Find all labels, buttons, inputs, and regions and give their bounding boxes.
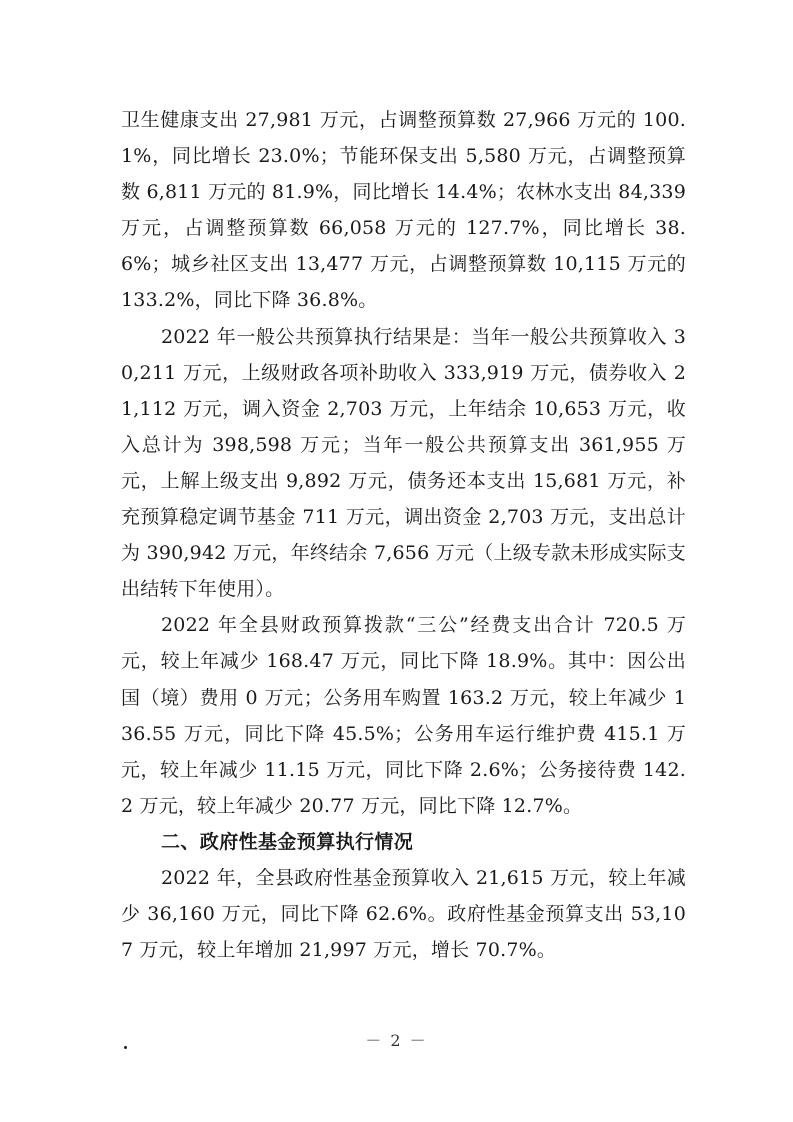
page-number: － 2 － (365, 1031, 428, 1050)
paragraph-general-budget-result: 2022 年一般公共预算执行结果是：当年一般公共预算收入 30,211 万元，上级财政各项补助收入 333,919 万元，债券收入 21,112 万元，调入资金 2,703 万元，上年结余 10,653 万元，收入总计为 398,598 万元；当年一般公共预算支出 361,955 万元，上解上级支出 9,892 万元，债务还本支出 15,681 万元，补充预算稳定调节基金 711 万元，调出资金 2,703 万元，支出总计为 390,942 万元，年终结余 7,656 万元（上级专款未形成实际支出结转下年使用）。 (121, 325, 686, 601)
section-heading-government-fund: 二、政府性基金预算执行情况 (161, 830, 414, 853)
page-content (121, 102, 686, 968)
paragraph-health-agri-expenditure: 卫生健康支出 27,981 万元，占调整预算数 27,966 万元的 100.1%，同比增长 23.0%；节能环保支出 5,580 万元，占调整预算数 6,811 万元的 81.9%，同比增长 14.4%；农林水支出 84,339 万元，占调整预算数 66,058 万元的 127.7%，同比增长 38.6%；城乡社区支出 13,477 万元，占调整预算数 10,115 万元的 133.2%，同比下降 36.8%。 (121, 109, 686, 312)
paragraph-three-public-expenses: 2022 年全县财政预算拨款“三公”经费支出合计 720.5 万元，较上年减少 168.47 万元，同比下降 18.9%。其中：因公出国（境）费用 0 万元；公务用车购置 163.2 万元，较上年减少 136.55 万元，同比下降 45.5%；公务用车运行维护费 415.1 万元，较上年减少 11.15 万元，同比下降 2.6%；公务接待费 142.2 万元，较上年减少 20.77 万元，同比下降 12.7%。 (121, 614, 686, 817)
paragraph-government-fund-budget: 2022 年，全县政府性基金预算收入 21,615 万元，较上年减少 36,160 万元，同比下降 62.6%。政府性基金预算支出 53,107 万元，较上年增加 21,997 万元，增长 70.7%。 (121, 866, 686, 962)
margin-dot-mark (124, 1046, 127, 1049)
